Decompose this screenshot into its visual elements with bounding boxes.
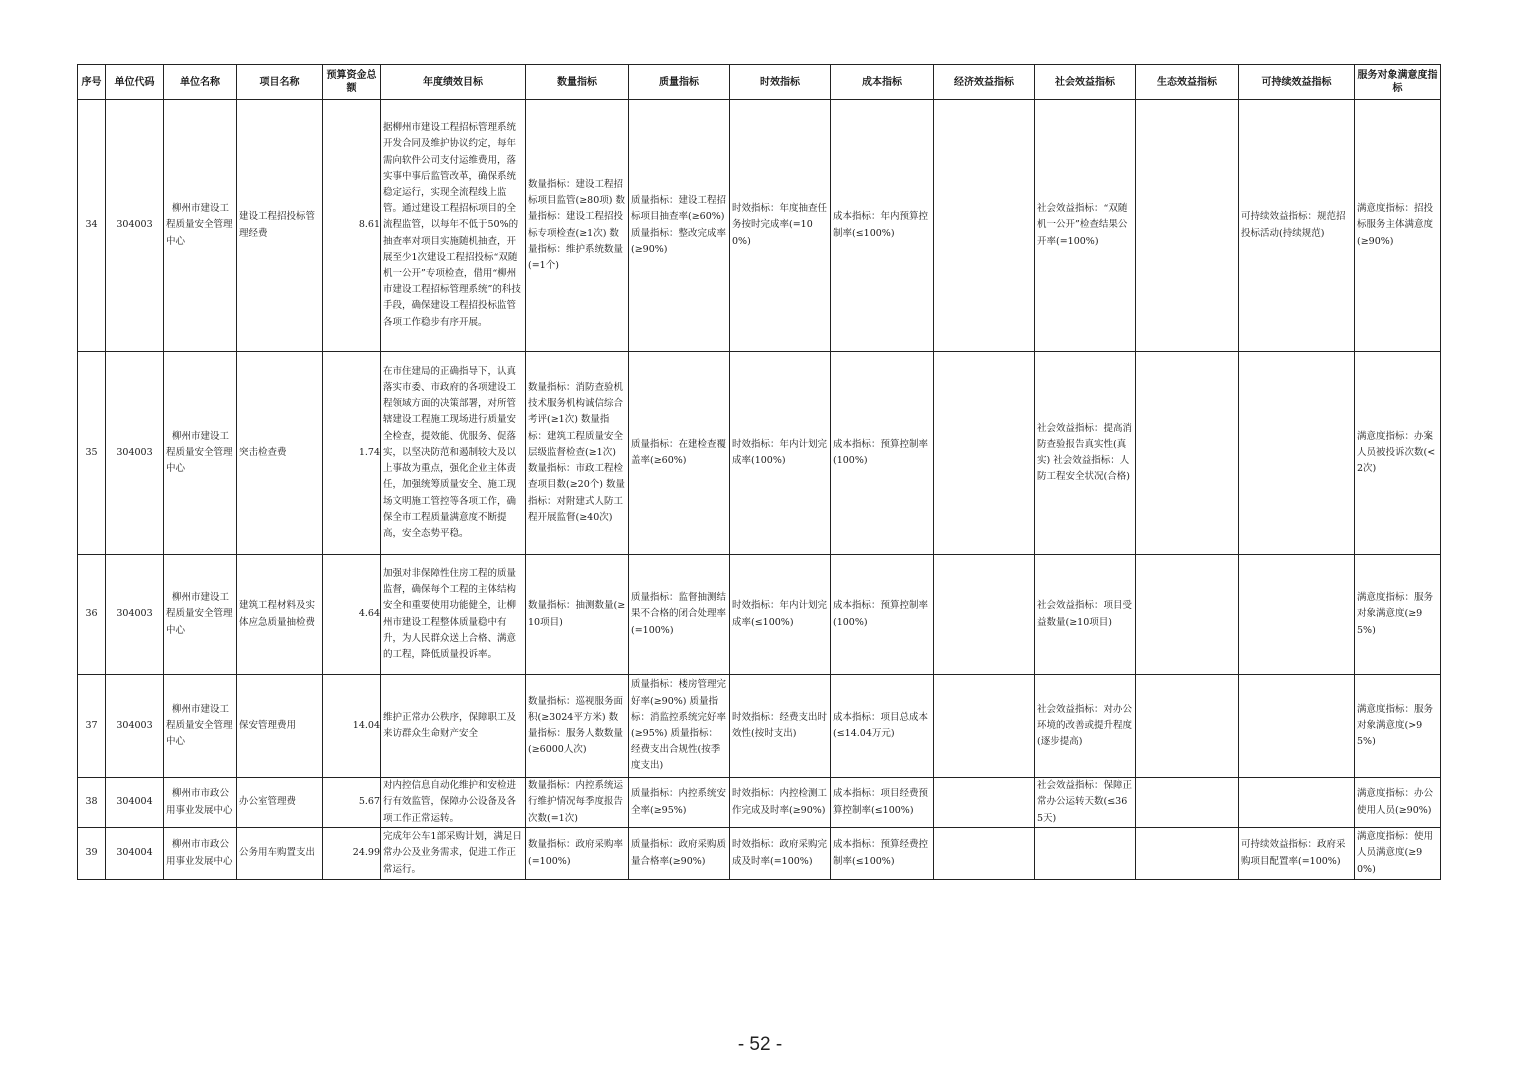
seq-cell (78, 778, 106, 828)
sustainable-benefit-text: 可持续效益指标：政府采购项目配置率(=100%) (1241, 839, 1346, 867)
quantity-indicator-cell (526, 352, 629, 555)
economic-benefit-cell (934, 778, 1035, 828)
cost-indicator-cell (831, 675, 934, 778)
unit-name-cell (164, 555, 237, 675)
annual-goal-text: 据柳州市建设工程招标管理系统开发合同及维护协议约定，每年需向软件公司支付运维费用，落实事中事后监管改革，确保系统稳定运行，实现全流程线上监管。通过建设工程招标项目的全流程监管，以每年不低于50%的抽查率对项目实施随机抽查，开展至少1次建设工程招投标“双随机一公开”专项检查，借用“柳州市建设工程招标管理系统”的科技手段，确保建设工程招投标监管各项工作稳步有序开展。 (383, 122, 521, 328)
annual-goal-cell (381, 352, 526, 555)
table-row (78, 675, 1441, 778)
quantity-indicator-text: 数量指标：建设工程招标项目监管(≥80项) 数量指标：建设工程招投标专项检查(≥1次) 数量指标：维护系统数量(=1个) (528, 178, 625, 271)
timeliness-indicator-text: 时效指标：政府采购完成及时率(=100%) (732, 839, 828, 867)
timeliness-indicator-text: 时效指标：年内计划完成率(100%) (732, 438, 828, 466)
quality-indicator-cell (629, 675, 730, 778)
cost-indicator-text: 成本指标：项目经费预算控制率(≤100%) (833, 788, 929, 816)
satisfaction-indicator-text: 满意度指标：办公使用人员(≥90%) (1357, 788, 1434, 816)
seq-cell (78, 352, 106, 555)
cost-indicator-text: 成本指标：预算控制率(100%) (833, 600, 929, 628)
header-cell: 经济效益指标 (934, 65, 1035, 100)
unit-name-text: 柳州市建设工程质量安全管理中心 (166, 430, 233, 475)
ecological-benefit-cell (1136, 675, 1239, 778)
project-name-text: 办公室管理费 (239, 796, 297, 808)
table-row (78, 828, 1441, 880)
header-cell: 预算资金总额 (323, 65, 381, 100)
ecological-benefit-cell (1136, 828, 1239, 880)
cost-indicator-cell (831, 778, 934, 828)
economic-benefit-cell (934, 675, 1035, 778)
quantity-indicator-cell (526, 675, 629, 778)
project-name-text: 建筑工程材料及实体应急质量抽检费 (239, 600, 316, 628)
timeliness-indicator-text: 时效指标：经费支出时效性(按时支出) (732, 711, 828, 739)
timeliness-indicator-text: 时效指标：年度抽查任务按时完成率(=100%) (732, 203, 828, 247)
unit-code-text: 304003 (116, 719, 153, 731)
budget-text: 14.04 (352, 719, 380, 731)
quantity-indicator-cell (526, 778, 629, 828)
budget-cell (323, 778, 381, 828)
social-benefit-cell (1035, 828, 1136, 880)
economic-benefit-cell (934, 828, 1035, 880)
project-name-text: 建设工程招投标管理经费 (239, 211, 316, 239)
sustainable-benefit-cell (1239, 675, 1355, 778)
satisfaction-indicator-cell (1355, 555, 1441, 675)
unit-name-cell (164, 100, 237, 352)
timeliness-indicator-cell (730, 778, 831, 828)
social-benefit-text: 社会效益指标：提高消防查验报告真实性(真实) 社会效益指标：人防工程安全状况(合格) (1037, 422, 1133, 483)
timeliness-indicator-text: 时效指标：内控检测工作完成及时率(≥90%) (732, 788, 828, 816)
quantity-indicator-cell (526, 100, 629, 352)
unit-code-cell (106, 352, 164, 555)
cost-indicator-text: 成本指标：年内预算控制率(≤100%) (833, 211, 929, 239)
unit-name-cell (164, 352, 237, 555)
annual-goal-text: 对内控信息自动化维护和安检进行有效监管，保障办公设备及各项工作正常运转。 (383, 780, 517, 824)
seq-text: 39 (85, 847, 98, 859)
sustainable-benefit-text: 可持续效益指标：规范招投标活动(持续规范) (1241, 211, 1346, 239)
cost-indicator-cell (831, 828, 934, 880)
unit-code-cell (106, 100, 164, 352)
annual-goal-text: 在市住建局的正确指导下，认真落实市委、市政府的各项建设工程领域方面的决策部署，对所管辖建设工程施工现场进行质量安全检查，提效能、优服务、促落实，以坚决防范和遏制较大及以上事故为重点，强化企业主体责任，加强统筹质量安全、施工现场文明施工管控等各项工作，确保全市工程质量满意度不断提高，安全态势平稳。 (383, 365, 517, 539)
performance-goals-table (77, 64, 1441, 880)
project-name-cell (237, 828, 323, 880)
table-row (78, 555, 1441, 675)
unit-code-cell (106, 555, 164, 675)
quality-indicator-cell (629, 828, 730, 880)
quality-indicator-text: 质量指标：政府采购质量合格率(≥90%) (631, 839, 727, 867)
ecological-benefit-cell (1136, 100, 1239, 352)
project-name-text: 突击检查费 (239, 446, 287, 458)
sustainable-benefit-cell (1239, 778, 1355, 828)
seq-text: 34 (85, 219, 98, 231)
table-row (78, 778, 1441, 828)
seq-text: 35 (85, 446, 98, 458)
project-name-text: 公务用车购置支出 (239, 847, 316, 859)
quality-indicator-cell (629, 352, 730, 555)
seq-cell (78, 828, 106, 880)
header-cell: 序号 (78, 65, 106, 100)
project-name-cell (237, 778, 323, 828)
unit-code-text: 304004 (116, 796, 153, 808)
budget-cell (323, 828, 381, 880)
sustainable-benefit-cell (1239, 555, 1355, 675)
seq-cell (78, 675, 106, 778)
social-benefit-text: 社会效益指标：“双随机一公开”检查结果公开率(=100%) (1037, 203, 1128, 247)
table-row (78, 352, 1441, 555)
cost-indicator-text: 成本指标：项目总成本(≤14.04万元) (833, 711, 929, 739)
budget-text: 4.64 (358, 608, 380, 620)
ecological-benefit-cell (1136, 555, 1239, 675)
header-cell: 服务对象满意度指标 (1355, 65, 1441, 100)
unit-name-cell (164, 828, 237, 880)
header-cell: 生态效益指标 (1136, 65, 1239, 100)
unit-name-text: 柳州市市政公用事业发展中心 (166, 788, 233, 816)
timeliness-indicator-cell (730, 675, 831, 778)
seq-cell (78, 555, 106, 675)
timeliness-indicator-cell (730, 100, 831, 352)
quantity-indicator-text: 数量指标：政府采购率(=100%) (528, 839, 624, 867)
project-name-cell (237, 352, 323, 555)
header-cell: 年度绩效目标 (381, 65, 526, 100)
satisfaction-indicator-cell (1355, 352, 1441, 555)
unit-name-text: 柳州市建设工程质量安全管理中心 (166, 203, 233, 247)
economic-benefit-cell (934, 100, 1035, 352)
cost-indicator-cell (831, 100, 934, 352)
sustainable-benefit-cell (1239, 100, 1355, 352)
header-cell: 单位名称 (164, 65, 237, 100)
seq-text: 36 (85, 608, 98, 620)
social-benefit-text: 社会效益指标：保障正常办公运转天数(≤365天) (1037, 780, 1133, 824)
satisfaction-indicator-text: 满意度指标：使用人员满意度(≥90%) (1357, 831, 1434, 875)
table-body (78, 100, 1441, 880)
annual-goal-cell (381, 778, 526, 828)
project-name-text: 保安管理费用 (239, 719, 297, 731)
unit-name-text: 柳州市建设工程质量安全管理中心 (166, 592, 233, 636)
cost-indicator-cell (831, 555, 934, 675)
unit-code-text: 304003 (116, 219, 153, 231)
annual-goal-text: 加强对非保障性住房工程的质量监督，确保每个工程的主体结构安全和重要使用功能健全，让柳州市建设工程整体质量稳中有升，为人民群众送上合格、满意的工程，降低质量投诉率。 (383, 567, 517, 660)
quantity-indicator-cell (526, 555, 629, 675)
unit-name-text: 柳州市建设工程质量安全管理中心 (166, 703, 233, 748)
social-benefit-cell (1035, 100, 1136, 352)
page-number: - 52 - (737, 1034, 783, 1055)
header-cell: 社会效益指标 (1035, 65, 1136, 100)
quality-indicator-cell (629, 778, 730, 828)
annual-goal-cell (381, 555, 526, 675)
cost-indicator-cell (831, 352, 934, 555)
social-benefit-cell (1035, 555, 1136, 675)
quantity-indicator-text: 数量指标：消防查验机技术服务机构诚信综合考评(≥1次) 数量指标：建筑工程质量安全层级监督检查(≥1次) 数量指标：市政工程检查项目数(≥20个) 数量指标：对附建式人防工程开展监督(≥40次) (528, 382, 625, 523)
unit-name-text: 柳州市市政公用事业发展中心 (166, 839, 233, 867)
quality-indicator-text: 质量指标：在建检查覆盖率(≥60%) (631, 438, 727, 466)
timeliness-indicator-cell (730, 352, 831, 555)
annual-goal-text: 维护正常办公秩序，保障职工及来访群众生命财产安全 (383, 711, 517, 739)
budget-cell (323, 100, 381, 352)
sustainable-benefit-cell (1239, 828, 1355, 880)
header-cell: 项目名称 (237, 65, 323, 100)
annual-goal-text: 完成年公车1部采购计划，满足日常办公及业务需求，促进工作正常运行。 (383, 831, 523, 875)
social-benefit-cell (1035, 352, 1136, 555)
unit-code-text: 304004 (116, 847, 153, 859)
budget-cell (323, 555, 381, 675)
quantity-indicator-cell (526, 828, 629, 880)
quantity-indicator-text: 数量指标：巡视服务面积(≥3024平方米) 数量指标：服务人数数量(≥6000人次) (528, 695, 624, 756)
seq-text: 38 (85, 796, 98, 808)
budget-cell (323, 352, 381, 555)
unit-code-cell (106, 778, 164, 828)
cost-indicator-text: 成本指标：预算控制率(100%) (833, 438, 929, 466)
budget-text: 8.61 (358, 219, 380, 231)
sustainable-benefit-cell (1239, 352, 1355, 555)
unit-code-cell (106, 675, 164, 778)
project-name-cell (237, 100, 323, 352)
annual-goal-cell (381, 100, 526, 352)
satisfaction-indicator-cell (1355, 828, 1441, 880)
quality-indicator-text: 质量指标：内控系统安全率(≥95%) (631, 788, 727, 816)
table-header-row (78, 65, 1441, 100)
unit-code-cell (106, 828, 164, 880)
quantity-indicator-text: 数量指标：抽测数量(≥10项目) (528, 600, 626, 628)
header-cell: 可持续效益指标 (1239, 65, 1355, 100)
timeliness-indicator-cell (730, 828, 831, 880)
quality-indicator-cell (629, 100, 730, 352)
annual-goal-cell (381, 675, 526, 778)
seq-cell (78, 100, 106, 352)
economic-benefit-cell (934, 555, 1035, 675)
unit-name-cell (164, 778, 237, 828)
satisfaction-indicator-text: 满意度指标：招投标服务主体满意度(≥90%) (1357, 203, 1434, 247)
header-cell: 数量指标 (526, 65, 629, 100)
budget-cell (323, 675, 381, 778)
social-benefit-cell (1035, 778, 1136, 828)
project-name-cell (237, 555, 323, 675)
project-name-cell (237, 675, 323, 778)
budget-text: 5.67 (358, 796, 380, 808)
cost-indicator-text: 成本指标：预算经费控制率(≤100%) (833, 839, 929, 867)
budget-text: 1.74 (358, 446, 380, 458)
social-benefit-text: 社会效益指标：对办公环境的改善或提升程度(逐步提高) (1037, 703, 1133, 748)
unit-code-text: 304003 (116, 608, 153, 620)
quality-indicator-text: 质量指标：建设工程招标项目抽查率(≥60%) 质量指标：整改完成率(≥90%) (631, 195, 727, 255)
timeliness-indicator-cell (730, 555, 831, 675)
social-benefit-cell (1035, 675, 1136, 778)
economic-benefit-cell (934, 352, 1035, 555)
satisfaction-indicator-text: 满意度指标：服务对象满意度(≥95%) (1357, 592, 1434, 636)
quality-indicator-text: 质量指标：楼房管理完好率(≥90%) 质量指标：消监控系统完好率(≥95%) 质量指标：经费支出合规性(按季度支出) (631, 679, 727, 772)
annual-goal-cell (381, 828, 526, 880)
header-cell: 成本指标 (831, 65, 934, 100)
quality-indicator-text: 质量指标：监督抽测结果不合格的闭合处理率(=100%) (631, 592, 727, 636)
satisfaction-indicator-text: 满意度指标：办案人员被投诉次数(<2次) (1357, 430, 1436, 475)
ecological-benefit-cell (1136, 778, 1239, 828)
quality-indicator-cell (629, 555, 730, 675)
satisfaction-indicator-cell (1355, 675, 1441, 778)
social-benefit-text: 社会效益指标：项目受益数量(≥10项目) (1037, 600, 1133, 628)
unit-name-cell (164, 675, 237, 778)
ecological-benefit-cell (1136, 352, 1239, 555)
timeliness-indicator-text: 时效指标：年内计划完成率(≤100%) (732, 600, 828, 628)
header-cell: 时效指标 (730, 65, 831, 100)
satisfaction-indicator-text: 满意度指标：服务对象满意度(>95%) (1357, 703, 1434, 748)
budget-text: 24.99 (352, 847, 380, 859)
unit-code-text: 304003 (116, 446, 153, 458)
quantity-indicator-text: 数量指标：内控系统运行维护情况每季度报告次数(=1次) (528, 780, 624, 824)
seq-text: 37 (85, 719, 98, 731)
satisfaction-indicator-cell (1355, 778, 1441, 828)
table-row (78, 100, 1441, 352)
header-cell: 单位代码 (106, 65, 164, 100)
header-cell: 质量指标 (629, 65, 730, 100)
satisfaction-indicator-cell (1355, 100, 1441, 352)
